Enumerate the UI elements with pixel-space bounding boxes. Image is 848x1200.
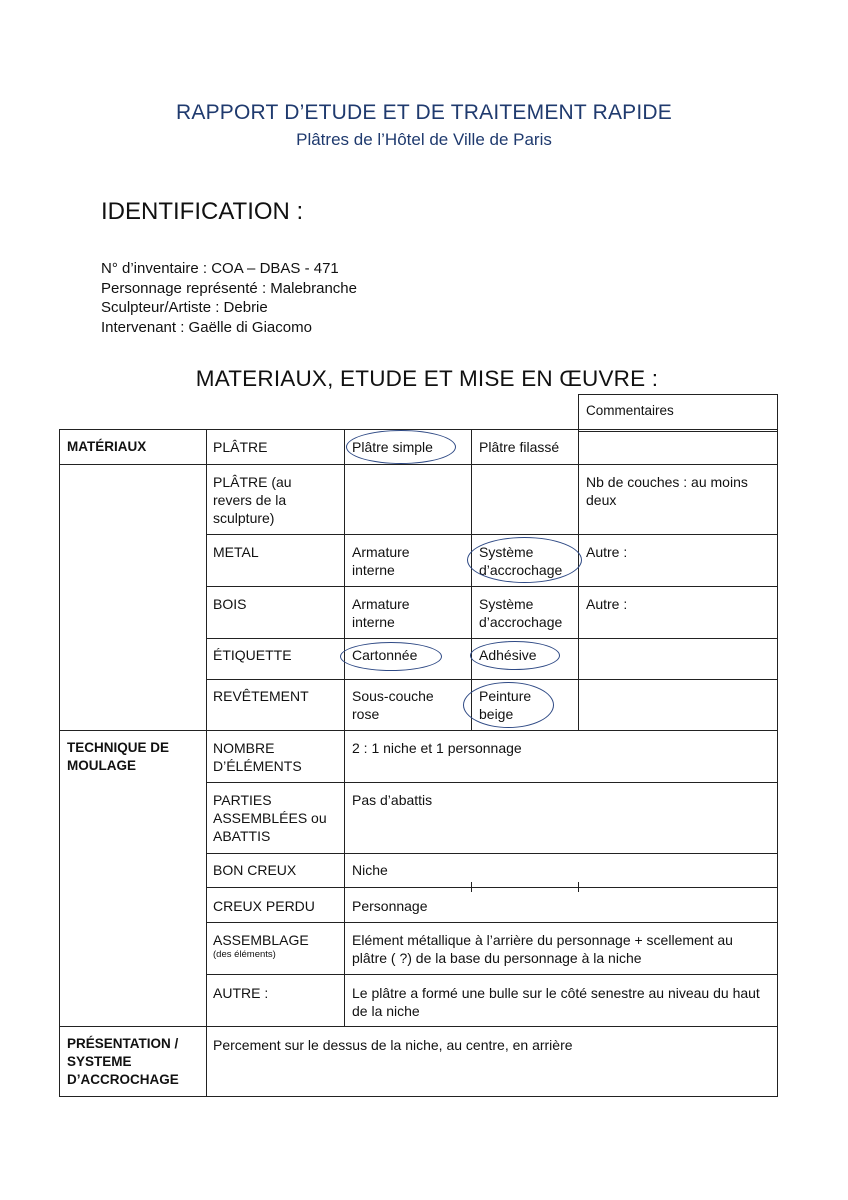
platre-revers-comment: Nb de couches : au moins deux xyxy=(586,474,748,508)
etiquette-option-adhesive: Adhésive xyxy=(479,647,537,663)
row-line xyxy=(206,974,777,975)
assemblage-sublabel: (des éléments) xyxy=(213,949,276,960)
label-bois: BOIS xyxy=(213,596,247,612)
row-line xyxy=(206,853,777,854)
selection-circle-adhesive xyxy=(470,641,560,670)
row-line xyxy=(206,782,777,783)
parties-assemblees-value: Pas d’abattis xyxy=(352,792,433,808)
operator: Intervenant : Gaëlle di Giacomo xyxy=(101,318,312,336)
divider-technique-presentation xyxy=(59,1026,777,1027)
etiquette-option-cartonnee: Cartonnée xyxy=(352,647,418,663)
row-line xyxy=(206,534,777,535)
comments-header: Commentaires xyxy=(586,403,674,418)
identification-heading: IDENTIFICATION : xyxy=(101,198,304,225)
section-presentation: PRÉSENTATION / SYSTEME D’ACCROCHAGE xyxy=(67,1036,179,1087)
divider-materiaux-label xyxy=(59,464,207,465)
row-line xyxy=(206,586,777,587)
label-etiquette: ÉTIQUETTE xyxy=(213,647,292,663)
metal-option-accrochage: Système d’accrochage xyxy=(479,544,563,578)
autre-value: Le plâtre a formé une bulle sur le côté senestre au niveau du haut de la niche xyxy=(352,985,760,1019)
col-line xyxy=(344,730,345,1027)
assemblage-label-text: ASSEMBLAGE xyxy=(213,932,309,948)
col-line xyxy=(471,429,472,731)
platre-option-filasse: Plâtre filassé xyxy=(479,439,560,455)
label-creux-perdu: CREUX PERDU xyxy=(213,898,315,914)
label-autre: AUTRE : xyxy=(213,985,269,1001)
col-line xyxy=(206,429,207,1096)
report-subtitle: Plâtres de l’Hôtel de Ville de Paris xyxy=(296,130,552,149)
selection-circle-cartonnee xyxy=(340,642,442,671)
row-line xyxy=(206,679,777,680)
nombre-elements-value: 2 : 1 niche et 1 personnage xyxy=(352,740,522,756)
col-line xyxy=(578,429,579,731)
assemblage-value: Elément métallique à l’arrière du personnage + scellement au plâtre ( ?) de la base du personnage à la niche xyxy=(352,932,733,966)
label-platre: PLÂTRE xyxy=(213,439,268,455)
represented-character: Personnage représenté : Malebranche xyxy=(101,279,357,297)
label-assemblage xyxy=(213,931,338,961)
revetement-option-peinture: Peinture beige xyxy=(479,688,532,722)
label-bon-creux: BON CREUX xyxy=(213,862,297,878)
col-line xyxy=(344,429,345,731)
row-line xyxy=(206,464,777,465)
label-parties-assemblees: PARTIES ASSEMBLÉES ou ABATTIS xyxy=(213,792,327,844)
identification-block xyxy=(101,259,357,337)
metal-comment: Autre : xyxy=(586,544,628,560)
bon-creux-value: Niche xyxy=(352,862,388,878)
creux-perdu-value: Personnage xyxy=(352,898,428,914)
metal-option-armature: Armature interne xyxy=(352,544,410,578)
sculptor: Sculpteur/Artiste : Debrie xyxy=(101,299,268,316)
report-title: RAPPORT D’ETUDE ET DE TRAITEMENT RAPIDE xyxy=(176,101,672,124)
revetement-option-souscouche: Sous-couche rose xyxy=(352,688,434,722)
label-platre-revers: PLÂTRE (au revers de la sculpture) xyxy=(213,474,292,526)
platre-option-simple: Plâtre simple xyxy=(352,439,433,455)
bois-option-accrochage: Système d’accrochage xyxy=(479,596,563,630)
inventory-number: N° d’inventaire : COA – DBAS - 471 xyxy=(101,260,339,277)
row-line xyxy=(206,922,777,923)
tick-mark xyxy=(471,882,472,892)
label-nombre-elements: NOMBRE D’ÉLÉMENTS xyxy=(213,740,302,774)
bois-comment: Autre : xyxy=(586,596,628,612)
selection-circle-metal-accrochage xyxy=(467,537,582,583)
row-line xyxy=(206,638,777,639)
selection-circle-peinture-beige xyxy=(463,682,554,728)
label-revetement: REVÊTEMENT xyxy=(213,688,309,704)
section-materiaux: MATÉRIAUX xyxy=(67,439,147,454)
row-line xyxy=(206,887,777,888)
presentation-value: Percement sur le dessus de la niche, au centre, en arrière xyxy=(213,1037,573,1053)
selection-circle-platre-simple xyxy=(346,430,456,464)
tick-mark xyxy=(578,882,579,892)
bois-option-armature: Armature interne xyxy=(352,596,410,630)
section-technique: TECHNIQUE DE MOULAGE xyxy=(67,740,170,773)
materials-heading: MATERIAUX, ETUDE ET MISE EN ŒUVRE : xyxy=(195,366,659,391)
label-metal: METAL xyxy=(213,544,259,560)
divider-materiaux-technique xyxy=(59,730,777,731)
